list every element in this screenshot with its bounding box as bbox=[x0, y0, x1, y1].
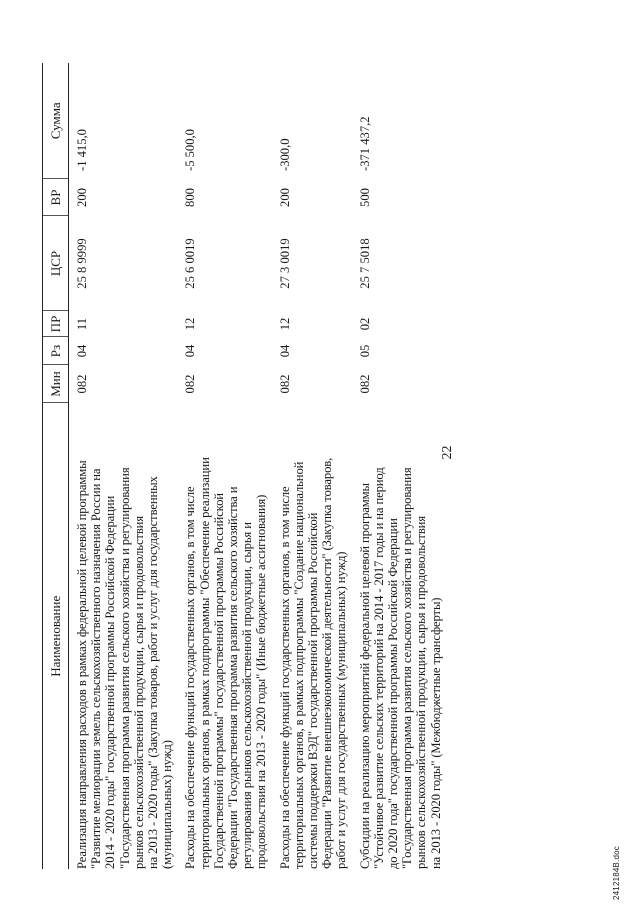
row-name-line: территориальных органов, в рамках подпрограммы "Обеспечение реализации bbox=[197, 457, 212, 869]
row-pr: 12 bbox=[183, 317, 198, 331]
row-name-line: продовольствия на 2013 - 2020 годы" (Иные бюджетные ассигнования) bbox=[254, 494, 269, 869]
row-csr: 25 8 9999 bbox=[75, 238, 89, 289]
row-name-line: до 2020 года" государственной программы Российской Федерации bbox=[386, 518, 401, 869]
row-vr: 200 bbox=[277, 188, 292, 207]
row-csr: 25 7 5018 bbox=[357, 238, 372, 289]
row-pr: 02 bbox=[357, 317, 372, 331]
row-csr: 25 6 0019 bbox=[183, 238, 198, 289]
row-sum: -1 415,0 bbox=[75, 129, 89, 171]
row-name-line: территориальных органов, в рамках подпрограммы "Создание национальной bbox=[291, 461, 306, 869]
row-name-line: Реализация направления расходов в рамках федеральной целевой программы bbox=[75, 460, 89, 869]
row-name-line: работ и услуг для государственных (муниципальных) нужд) bbox=[334, 551, 349, 869]
row-name bbox=[69, 403, 178, 869]
row-vr: 800 bbox=[183, 188, 198, 207]
header-pr: ПР bbox=[43, 311, 69, 337]
table-row bbox=[272, 63, 352, 869]
row-pr: 11 bbox=[75, 317, 89, 331]
footer-document-id: 2412184В.doc bbox=[612, 845, 621, 900]
row-name-line: (муниципальных) нужд) bbox=[160, 740, 175, 869]
table-row bbox=[69, 63, 178, 869]
row-min: 082 bbox=[357, 374, 372, 394]
budget-table bbox=[42, 63, 446, 869]
row-name-line: рынков сельскохозяйственной продукции, сырья и продовольствия bbox=[414, 515, 429, 869]
row-sum: -300,0 bbox=[277, 138, 292, 171]
header-name: Наименование bbox=[43, 403, 69, 869]
row-csr: 27 3 0019 bbox=[277, 238, 292, 289]
row-name-line: "Развитие мелиорации земель сельскохозяйственного назначения России на bbox=[89, 468, 104, 869]
row-vr: 200 bbox=[75, 188, 89, 207]
page-number: 22 bbox=[440, 445, 455, 460]
row-min: 082 bbox=[277, 374, 292, 394]
row-rz: 05 bbox=[357, 344, 372, 358]
row-name bbox=[177, 403, 271, 869]
row-name-line: на 2013 - 2020 годы" (Межбюджетные трансферты) bbox=[428, 597, 443, 869]
header-rz: Рз bbox=[43, 337, 69, 365]
table-header-row bbox=[43, 63, 69, 869]
row-name-line: регулирования рынков сельскохозяйственной продукции, сырья и bbox=[240, 522, 255, 869]
row-name-line: Субсидии на реализацию мероприятий федеральной целевой программы bbox=[357, 483, 372, 869]
row-name-line: 2014 - 2020 годы" государственной программы Российской Федерации bbox=[103, 495, 118, 869]
row-name bbox=[272, 403, 352, 869]
row-name-line: Расходы на обеспечение функций государственных органов, в том числе bbox=[183, 486, 198, 869]
row-name-line: "Государственная программа развития сельского хозяйства и регулирования bbox=[400, 467, 415, 869]
row-name-line: "Устойчивое развитие сельских территорий на 2014 - 2017 годы и на период bbox=[371, 467, 386, 869]
row-rz: 04 bbox=[75, 344, 89, 358]
table-row bbox=[352, 63, 446, 869]
row-min: 082 bbox=[75, 374, 89, 394]
table-row bbox=[177, 63, 271, 869]
header-vr: ВР bbox=[43, 179, 69, 216]
header-csr: ЦСР bbox=[43, 216, 69, 311]
row-name-line: Государственной программы" государственной программы Российской bbox=[211, 493, 226, 869]
header-sum: Сумма bbox=[43, 63, 69, 179]
row-name-line: Расходы на обеспечение функций государственных органов, в том числе bbox=[277, 486, 292, 869]
row-name-line: Федерации "Развитие внешнеэкономической деятельности" (Закупка товаров, bbox=[320, 457, 335, 869]
row-rz: 04 bbox=[277, 344, 292, 358]
row-name-line: на 2013 - 2020 годы" (Закупка товаров, работ и услуг для государственных bbox=[146, 476, 161, 869]
row-name-line: Федерации "Государственная программа развития сельского хозяйства и bbox=[226, 486, 241, 869]
row-vr: 500 bbox=[357, 188, 372, 207]
row-sum: -371 437,2 bbox=[357, 116, 372, 171]
row-name-line: рынков сельскохозяйственной продукции, сырья и продовольствия bbox=[131, 515, 146, 869]
header-min: Мин bbox=[43, 365, 69, 403]
row-min: 082 bbox=[183, 374, 198, 394]
row-name-line: "Государственная программа развития сельского хозяйства и регулирования bbox=[117, 467, 132, 869]
row-pr: 12 bbox=[277, 317, 292, 331]
row-name bbox=[352, 403, 446, 869]
row-rz: 04 bbox=[183, 344, 198, 358]
row-name-line: системы поддержки ВЭД" государственной программы Российской bbox=[306, 512, 321, 869]
row-sum: -5 500,0 bbox=[183, 129, 198, 171]
